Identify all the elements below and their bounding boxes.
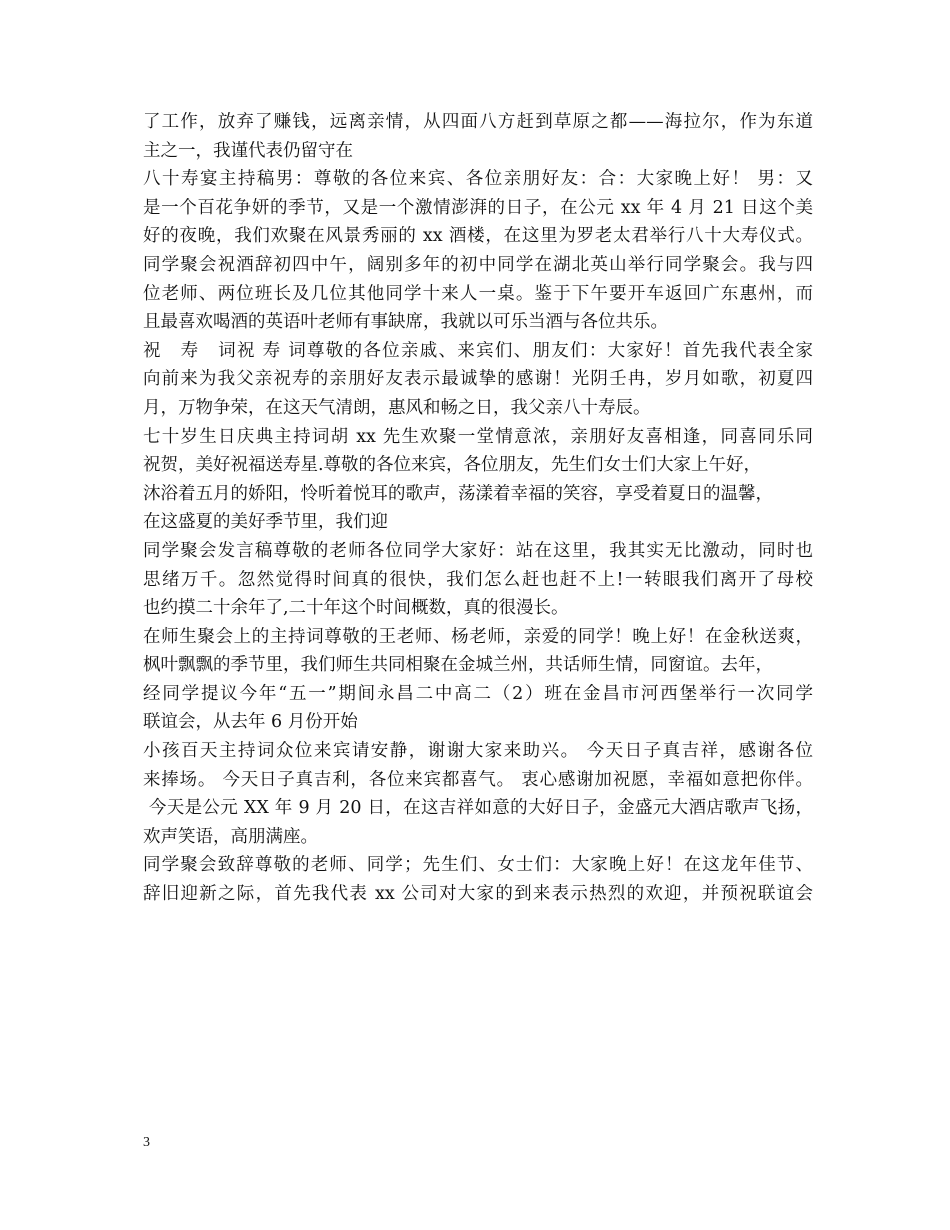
text-line: 经同学提议今年“五一”期间永昌二中高二（2）班在金昌市河西堡举行一次同学 bbox=[143, 683, 813, 704]
text-line: 欢声笑语，高朋满座。 bbox=[143, 826, 318, 847]
text-line: 且最喜欢喝酒的英语叶老师有事缺席，我就以可乐当酒与各位共乐。 bbox=[143, 312, 668, 333]
text-line: 今天是公元 XX 年 9 月 20 日，在这吉祥如意的大好日子，金盛元大酒店歌声飞扬， bbox=[143, 798, 813, 819]
text-line: 沐浴着五月的娇阳，怜听着悦耳的歌声，荡漾着幸福的笑容，享受着夏日的温馨， bbox=[143, 483, 773, 504]
text-line: 位老师、两位班长及几位其他同学十来人一桌。鉴于下午要开车返回广东惠州，而 bbox=[143, 283, 813, 304]
text-line: 祝贺，美好祝福送寿星.尊敬的各位来宾，各位朋友，先生们女士们大家上午好， bbox=[143, 455, 762, 476]
text-line: 主之一，我谨代表仍留守在 bbox=[143, 140, 353, 161]
text-line: 是一个百花争妍的季节，又是一个激情澎湃的日子，在公元 xx 年 4 月 21 日这个美 bbox=[143, 197, 813, 218]
text-line: 八十寿宴主持稿男：尊敬的各位来宾、各位亲朋好友：合：大家晚上好！ 男：又 bbox=[143, 169, 813, 190]
text-line: 也约摸二十余年了,二十年这个时间概数，真的很漫长。 bbox=[143, 598, 569, 619]
text-line: 枫叶飘飘的季节里，我们师生共同相聚在金城兰州，共话师生情，同窗谊。去年， bbox=[143, 655, 773, 676]
text-line: 同学聚会祝酒辞初四中午，阔别多年的初中同学在湖北英山举行同学聚会。我与四 bbox=[143, 254, 813, 275]
text-line: 在师生聚会上的主持词尊敬的王老师、杨老师，亲爱的同学！晚上好！在金秋送爽， bbox=[143, 626, 813, 647]
text-line: 辞旧迎新之际，首先我代表 xx 公司对大家的到来表示热烈的欢迎，并预祝联谊会 bbox=[143, 884, 813, 905]
page-number: 3 bbox=[143, 1135, 150, 1150]
document-body bbox=[143, 108, 813, 909]
text-line: 了工作，放弃了赚钱，远离亲情，从四面八方赶到草原之都——海拉尔，作为东道 bbox=[143, 112, 813, 132]
text-line: 月，万物争荣，在这天气清朗，惠风和畅之日，我父亲八十寿辰。 bbox=[143, 397, 651, 418]
text-line: 在这盛夏的美好季节里，我们迎 bbox=[143, 512, 388, 533]
text-line: 来捧场。 今天日子真吉利，各位来宾都喜气。 衷心感谢加祝愿，幸福如意把你伴。 bbox=[143, 769, 813, 790]
text-line: 同学聚会致辞尊敬的老师、同学；先生们、女士们：大家晚上好！在这龙年佳节、 bbox=[143, 855, 813, 876]
text-line: 小孩百天主持词众位来宾请安静，谢谢大家来助兴。 今天日子真吉祥，感谢各位 bbox=[143, 741, 813, 762]
text-line: 向前来为我父亲祝寿的亲朋好友表示最诚挚的感谢！光阴壬冉，岁月如歌，初夏四 bbox=[143, 369, 813, 390]
text-line: 思绪万千。忽然觉得时间真的很快，我们怎么赶也赶不上!一转眼我们离开了母校 bbox=[143, 569, 813, 590]
text-line: 七十岁生日庆典主持词胡 xx 先生欢聚一堂情意浓，亲朋好友喜相逢，同喜同乐同 bbox=[143, 426, 813, 447]
text-line: 联谊会，从去年 6 月份开始 bbox=[143, 712, 358, 733]
text-line: 同学聚会发言稿尊敬的老师各位同学大家好：站在这里，我其实无比激动，同时也 bbox=[143, 540, 813, 561]
text-line: 好的夜晚，我们欢聚在风景秀丽的 xx 酒楼，在这里为罗老太君举行八十大寿仪式。 bbox=[143, 226, 813, 247]
text-line: 祝 寿 词祝 寿 词尊敬的各位亲戚、来宾们、朋友们：大家好！首先我代表全家 bbox=[143, 340, 813, 361]
